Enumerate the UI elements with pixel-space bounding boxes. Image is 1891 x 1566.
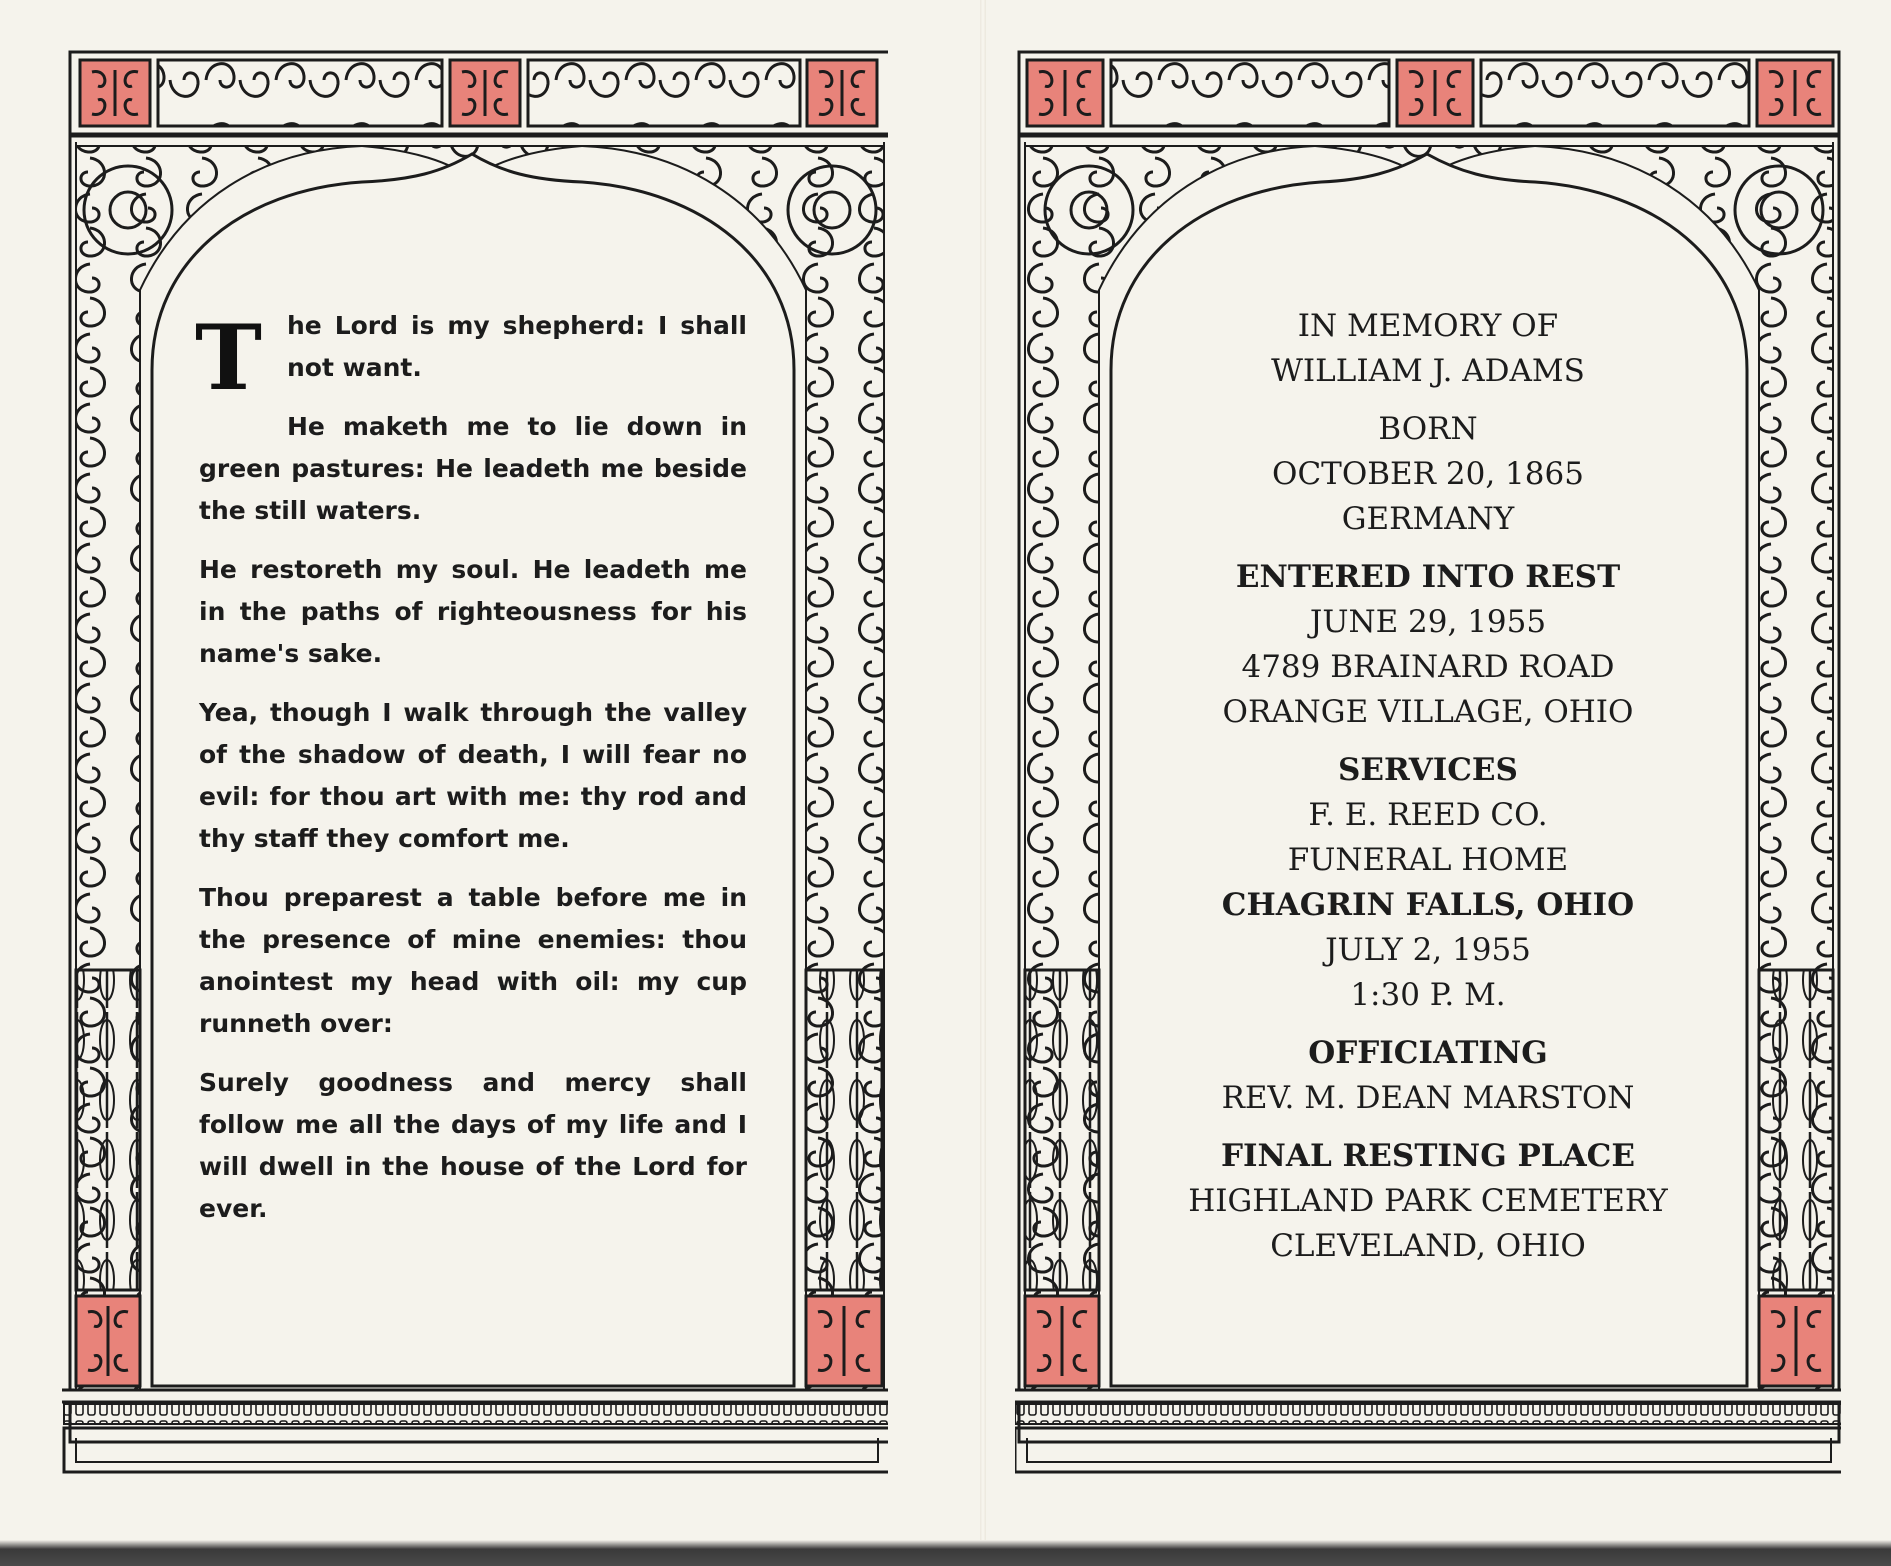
- psalm-card: [62, 50, 888, 1480]
- rest-date: JUNE 29, 1955: [1309, 604, 1547, 640]
- drop-cap-ornament: T: [195, 305, 262, 411]
- services-company: F. E. REED CO.: [1308, 797, 1548, 833]
- rest-heading: ENTERED INTO REST: [1235, 559, 1621, 595]
- services-home: FUNERAL HOME: [1287, 842, 1569, 878]
- officiant-name: REV. M. DEAN MARSTON: [1221, 1080, 1635, 1116]
- resting-place-heading: FINAL RESTING PLACE: [1221, 1138, 1635, 1174]
- center-fold: [980, 0, 986, 1550]
- services-city: CHAGRIN FALLS, OHIO: [1221, 887, 1635, 923]
- deceased-name: WILLIAM J. ADAMS: [1271, 353, 1585, 389]
- born-date: OCTOBER 20, 1865: [1272, 456, 1584, 492]
- psalm-paragraph: T he Lord is my shepherd: I shall not want.: [195, 305, 747, 411]
- born-heading: BORN: [1378, 411, 1478, 447]
- psalm-paragraph: Yea, though I walk through the valley of the shadow of death, I will fear no evil: for thou art with me: thy rod and thy staff they comfort me.: [199, 698, 747, 853]
- services-heading: SERVICES: [1338, 752, 1518, 788]
- memorial-card: [1015, 50, 1841, 1480]
- born-place: GERMANY: [1341, 501, 1515, 537]
- services-time: 1:30 P. M.: [1350, 977, 1506, 1013]
- cemetery-name: HIGHLAND PARK CEMETERY: [1188, 1183, 1668, 1219]
- rest-address: 4789 BRAINARD ROAD: [1241, 649, 1615, 685]
- memorial-title: IN MEMORY OF: [1297, 308, 1559, 344]
- cemetery-city: CLEVELAND, OHIO: [1270, 1228, 1586, 1264]
- psalm-paragraph: He restoreth my soul. He leadeth me in the paths of righteousness for his name's sake.: [199, 555, 747, 668]
- memorial-text: [1110, 304, 1746, 1269]
- psalm-paragraph: He maketh me to lie down in green pastures: He leadeth me beside the still waters.: [199, 412, 747, 525]
- rest-city: ORANGE VILLAGE, OHIO: [1222, 694, 1634, 730]
- services-date: JULY 2, 1955: [1325, 932, 1531, 968]
- psalm-23-text: [195, 305, 747, 1247]
- scan-bottom-edge: [0, 1540, 1891, 1566]
- psalm-paragraph: Surely goodness and mercy shall follow me all the days of my life and I will dwell in the house of the Lord for ever.: [199, 1068, 747, 1223]
- psalm-paragraph: Thou preparest a table before me in the presence of mine enemies: thou anointest my head with oil: my cup runneth over:: [199, 883, 747, 1038]
- officiating-heading: OFFICIATING: [1308, 1035, 1548, 1071]
